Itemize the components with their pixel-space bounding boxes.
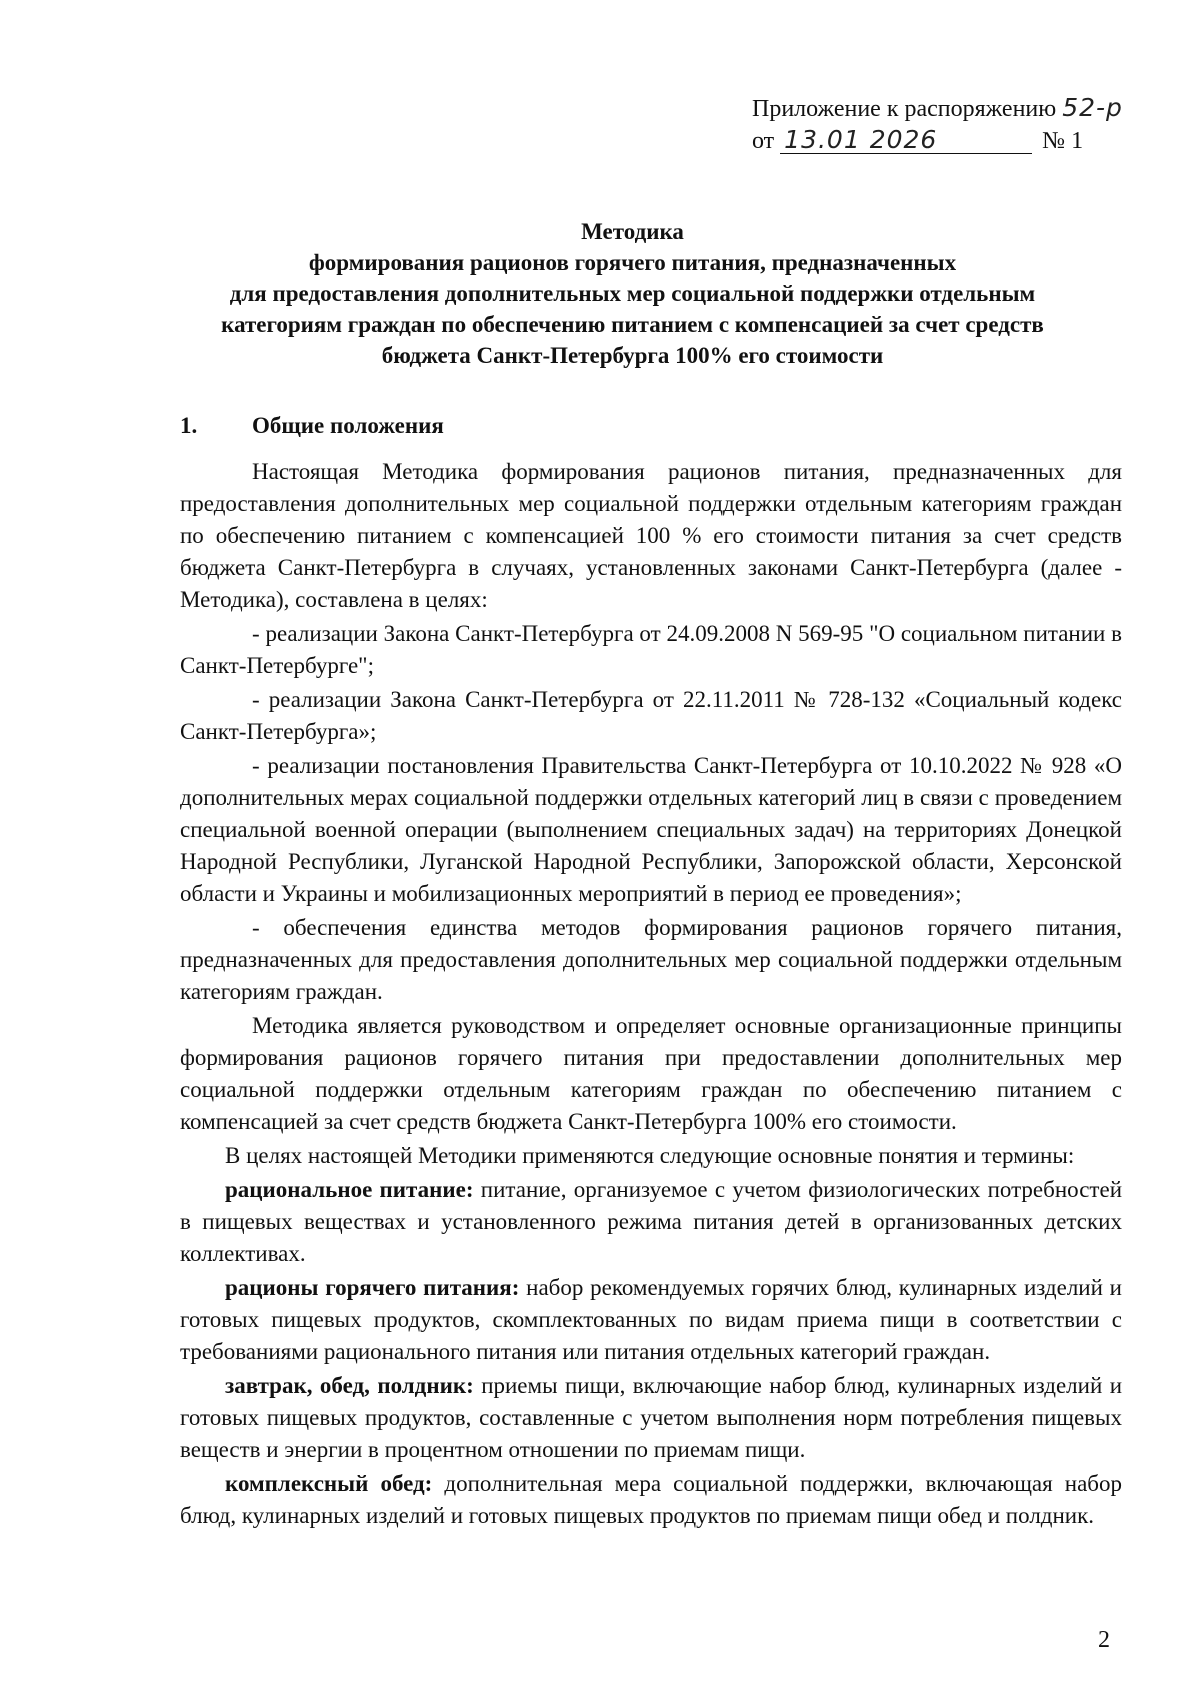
term-label: рациональное питание: xyxy=(225,1177,474,1202)
term-label: завтрак, обед, полдник: xyxy=(225,1373,474,1398)
paragraph-terms-intro: В целях настоящей Методики применяются следующие основные понятия и термины: xyxy=(225,1143,1075,1168)
title-line-1: Методика xyxy=(581,219,684,244)
term-definition xyxy=(180,1272,1122,1368)
handwritten-order-number: 52-р xyxy=(1062,93,1123,122)
paragraph-guidance: Методика является руководством и определяет основные организационные принципы формирования рационов горячего питания при предоставлении дополнительных мер социальной поддержки отдельным категориям граждан по обеспечению питанием с компенсацией за счет средств бюджета Санкт-Петербурга 100% его стоимости. xyxy=(180,1013,1122,1134)
term-label: комплексный обед: xyxy=(225,1471,433,1496)
section-title: Общие положения xyxy=(252,413,444,438)
from-label: от xyxy=(752,128,775,154)
term-text: дополнительная мера социальной поддержки, включающая набор блюд, кулинарных изделий и готовых пищевых продуктов по приемам пищи обед и полдник. xyxy=(180,1471,1123,1528)
title-line-3: для предоставления дополнительных мер социальной поддержки отдельным xyxy=(229,281,1036,306)
paragraph-intro: Настоящая Методика формирования рационов питания, предназначенных для предоставления дополнительных мер социальной поддержки отдельным категориям граждан по обеспечению питанием с компенсацией 100 % его стоимости питания за счет средств бюджета Санкт-Петербурга в случаях, установленных законами Санкт-Петербурга (далее - Методика), составлена в целях: xyxy=(180,459,1122,612)
paragraph-item-4: - обеспечения единства методов формирования рационов горячего питания, предназначенных для предоставления дополнительных мер социальной поддержки отдельным категориям граждан. xyxy=(180,915,1122,1004)
document-title xyxy=(180,216,1085,371)
term-definition xyxy=(180,1174,1122,1270)
paragraph-item-2: - реализации Закона Санкт-Петербурга от 22.11.2011 № 728-132 «Социальный кодекс Санкт-Петербурга»; xyxy=(180,687,1122,744)
handwritten-date: 13.01 2026 xyxy=(780,127,1032,154)
appendix-header xyxy=(752,92,1172,157)
page-number: 2 xyxy=(1098,1627,1110,1653)
term-definition xyxy=(180,1370,1122,1466)
paragraph-item-3: - реализации постановления Правительства Санкт-Петербурга от 10.10.2022 № 928 «О дополнительных мерах социальной поддержки отдельных категорий лиц в связи с проведением специальной военной операции (выполнением специальных задач) на территориях Донецкой Народной Республики, Луганской Народной Республики, Запорожской области, Херсонской области и Украины и мобилизационных мероприятий в период ее проведения»; xyxy=(180,753,1122,906)
term-text: питание, организуемое с учетом физиологических потребностей в пищевых веществах и установленного режима питания детей в организованных детских коллективах. xyxy=(180,1177,1122,1266)
title-line-4: категориям граждан по обеспечению питанием с компенсацией за счет средств xyxy=(221,312,1044,337)
document-body xyxy=(180,456,1122,1534)
section-number: 1. xyxy=(180,413,198,438)
title-line-5: бюджета Санкт-Петербурга 100% его стоимости xyxy=(381,343,884,368)
term-text: приемы пищи, включающие набор блюд, кулинарных изделий и готовых пищевых продуктов, составленные с учетом выполнения норм потребления пищевых веществ и энергии в процентном отношении по приемам пищи. xyxy=(180,1373,1122,1462)
paragraph-item-1: - реализации Закона Санкт-Петербурга от 24.09.2008 N 569-95 "О социальном питании в Санкт-Петербурге"; xyxy=(180,621,1122,678)
appendix-label: Приложение к распоряжению xyxy=(752,96,1057,122)
appendix-date-line xyxy=(752,125,1172,157)
title-line-2: формирования рационов горячего питания, предназначенных xyxy=(308,250,957,275)
appendix-line xyxy=(752,92,1172,125)
term-definition xyxy=(180,1468,1122,1532)
appendix-number: № 1 xyxy=(1042,128,1084,154)
term-label: рационы горячего питания: xyxy=(225,1275,520,1300)
section-heading xyxy=(180,410,444,442)
term-text: набор рекомендуемых горячих блюд, кулинарных изделий и готовых пищевых продуктов, скомплектованных по видам приема пищи в соответствии с требованиями рационального питания или питания отдельных категорий граждан. xyxy=(180,1275,1122,1364)
